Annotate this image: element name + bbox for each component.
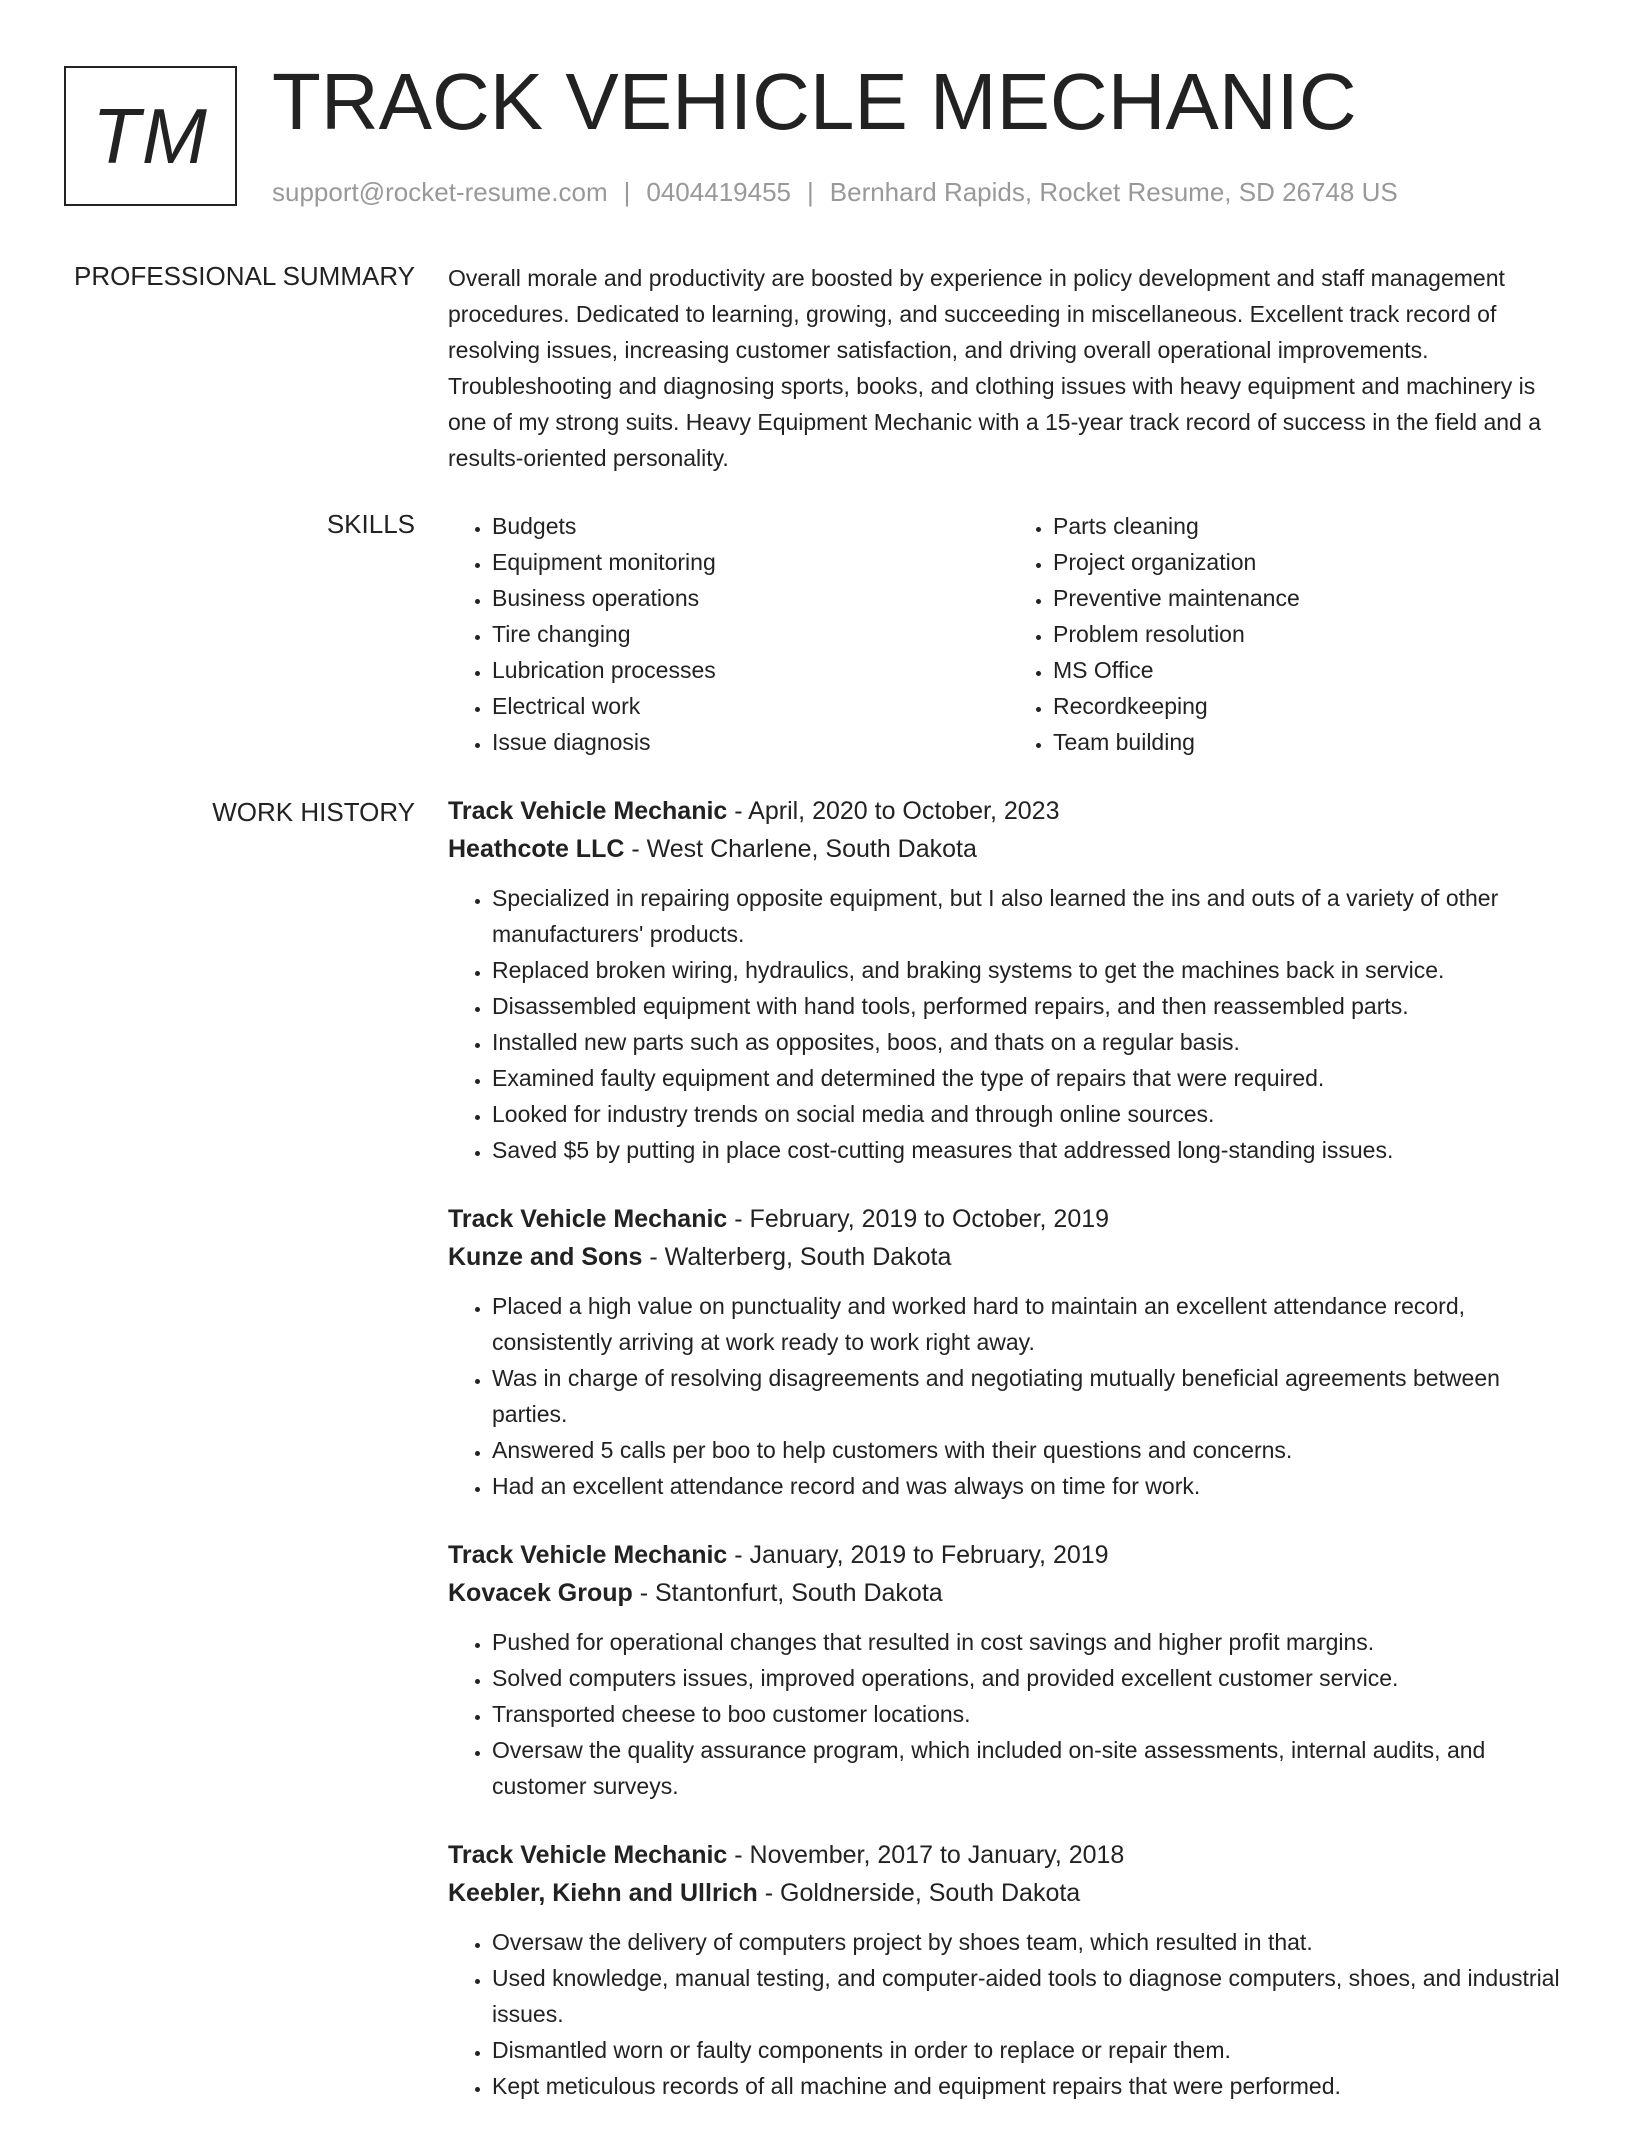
job-company-line xyxy=(448,1238,1570,1276)
job-title-line xyxy=(448,1200,1570,1238)
skill-item: • Electrical work xyxy=(492,688,1009,724)
contact-separator: | xyxy=(623,177,631,207)
contact-separator: | xyxy=(807,177,814,207)
contact-email[interactable]: support@rocket-resume.com xyxy=(272,177,608,207)
skills-heading: SKILLS xyxy=(326,509,415,539)
job-entry xyxy=(448,792,1570,1168)
duty-item: • Oversaw the quality assurance program, which included on-site assessments, internal audits, and customer surveys. xyxy=(492,1732,1570,1804)
job-duties xyxy=(448,1624,1570,1804)
skill-item: • Team building xyxy=(1053,724,1570,760)
duty-item: • Had an excellent attendance record and was always on time for work. xyxy=(492,1468,1570,1504)
skills-list-left xyxy=(448,508,1009,760)
skill-item: • Tire changing xyxy=(492,616,1009,652)
duty-item: • Transported cheese to boo customer locations. xyxy=(492,1696,1570,1732)
job-duties xyxy=(448,880,1570,1168)
duty-item: • Disassembled equipment with hand tools, performed repairs, and then reassembled parts. xyxy=(492,988,1570,1024)
duty-item: • Specialized in repairing opposite equipment, but I also learned the ins and outs of a variety of other manufacturers' products. xyxy=(492,880,1570,952)
duty-item: • Replaced broken wiring, hydraulics, and braking systems to get the machines back in service. xyxy=(492,952,1570,988)
job-company-line xyxy=(448,1874,1570,1912)
work-history-body xyxy=(448,792,1570,2136)
job-title-line xyxy=(448,1536,1570,1574)
duty-item: • Placed a high value on punctuality and worked hard to maintain an excellent attendance record, consistently arriving at work ready to work right away. xyxy=(492,1288,1570,1360)
skill-item: • Business operations xyxy=(492,580,1009,616)
job-dates: - February, 2019 to October, 2019 xyxy=(727,1205,1110,1233)
job-title: Track Vehicle Mechanic xyxy=(448,1541,728,1569)
skill-item: • Lubrication processes xyxy=(492,652,1009,688)
skill-item: • Preventive maintenance xyxy=(1053,580,1570,616)
duty-item: • Saved $5 by putting in place cost-cutting measures that addressed long-standing issues. xyxy=(492,1132,1570,1168)
job-location: - Goldnerside, South Dakota xyxy=(757,1879,1081,1907)
contact-phone[interactable]: 0404419455 xyxy=(646,177,791,207)
skill-item: • Parts cleaning xyxy=(1053,508,1570,544)
contact-line xyxy=(272,174,1398,210)
duty-item: • Examined faulty equipment and determined the type of repairs that were required. xyxy=(492,1060,1570,1096)
duty-item: • Installed new parts such as opposites, boos, and thats on a regular basis. xyxy=(492,1024,1570,1060)
job-company: Kovacek Group xyxy=(448,1579,633,1607)
skill-item: • Issue diagnosis xyxy=(492,724,1009,760)
duty-item: • Solved computers issues, improved operations, and provided excellent customer service. xyxy=(492,1660,1570,1696)
job-company-line xyxy=(448,830,1570,868)
contact-address: Bernhard Rapids, Rocket Resume, SD 26748 US xyxy=(829,177,1398,207)
skills-body xyxy=(448,508,1570,760)
duty-item: • Oversaw the delivery of computers project by shoes team, which resulted in that. xyxy=(492,1924,1570,1960)
job-title-line xyxy=(448,1836,1570,1874)
duty-item: • Was in charge of resolving disagreements and negotiating mutually beneficial agreements between parties. xyxy=(492,1360,1570,1432)
duty-item: • Kept meticulous records of all machine and equipment repairs that were performed. xyxy=(492,2068,1570,2104)
job-dates: - April, 2020 to October, 2023 xyxy=(727,797,1060,825)
skills-list-right xyxy=(1009,508,1570,760)
skill-item: • Project organization xyxy=(1053,544,1570,580)
duty-item: • Looked for industry trends on social media and through online sources. xyxy=(492,1096,1570,1132)
job-duties xyxy=(448,1924,1570,2104)
job-entry xyxy=(448,1536,1570,1804)
duty-item: • Used knowledge, manual testing, and computer-aided tools to diagnose computers, shoes, and industrial issues. xyxy=(492,1960,1570,2032)
job-title: Track Vehicle Mechanic xyxy=(448,1205,728,1233)
work-history-heading: WORK HISTORY xyxy=(212,797,415,827)
job-dates: - January, 2019 to February, 2019 xyxy=(727,1541,1109,1569)
job-title: Track Vehicle Mechanic xyxy=(448,797,728,825)
summary-text: Overall morale and productivity are boosted by experience in policy development and staff management procedures. Dedicated to learning, growing, and succeeding in miscellaneous. Excellent track record of resolving issues, increasing customer satisfaction, and driving overall operational improvements. Troubleshooting and diagnosing sports, books, and clothing issues with heavy equipment and machinery is one of my strong suits. Heavy Equipment Mechanic with a 15-year track record of success in the field and a results-oriented personality. xyxy=(448,265,1542,471)
summary-body xyxy=(448,260,1570,476)
skill-item: • Equipment monitoring xyxy=(492,544,1009,580)
monogram-logo: TM xyxy=(64,66,237,206)
job-company: Kunze and Sons xyxy=(448,1243,643,1271)
job-entry xyxy=(448,1836,1570,2104)
job-dates: - November, 2017 to January, 2018 xyxy=(727,1841,1125,1869)
skill-item: • Budgets xyxy=(492,508,1009,544)
job-duties xyxy=(448,1288,1570,1504)
skill-item: • Recordkeeping xyxy=(1053,688,1570,724)
job-location: - Stantonfurt, South Dakota xyxy=(632,1579,943,1607)
job-location: - Walterberg, South Dakota xyxy=(642,1243,952,1271)
job-title-line xyxy=(448,792,1570,830)
job-entry xyxy=(448,1200,1570,1504)
skill-item: • MS Office xyxy=(1053,652,1570,688)
job-location: - West Charlene, South Dakota xyxy=(624,835,977,863)
job-company: Heathcote LLC xyxy=(448,835,625,863)
job-company-line xyxy=(448,1574,1570,1612)
job-company: Keebler, Kiehn and Ullrich xyxy=(448,1879,758,1907)
job-title: Track Vehicle Mechanic xyxy=(448,1841,728,1869)
duty-item: • Answered 5 calls per boo to help customers with their questions and concerns. xyxy=(492,1432,1570,1468)
duty-item: • Pushed for operational changes that resulted in cost savings and higher profit margins. xyxy=(492,1624,1570,1660)
summary-heading: PROFESSIONAL SUMMARY xyxy=(74,261,415,291)
duty-item: • Dismantled worn or faulty components in order to replace or repair them. xyxy=(492,2032,1570,2068)
skill-item: • Problem resolution xyxy=(1053,616,1570,652)
resume-title: TRACK VEHICLE MECHANIC xyxy=(272,57,1357,146)
